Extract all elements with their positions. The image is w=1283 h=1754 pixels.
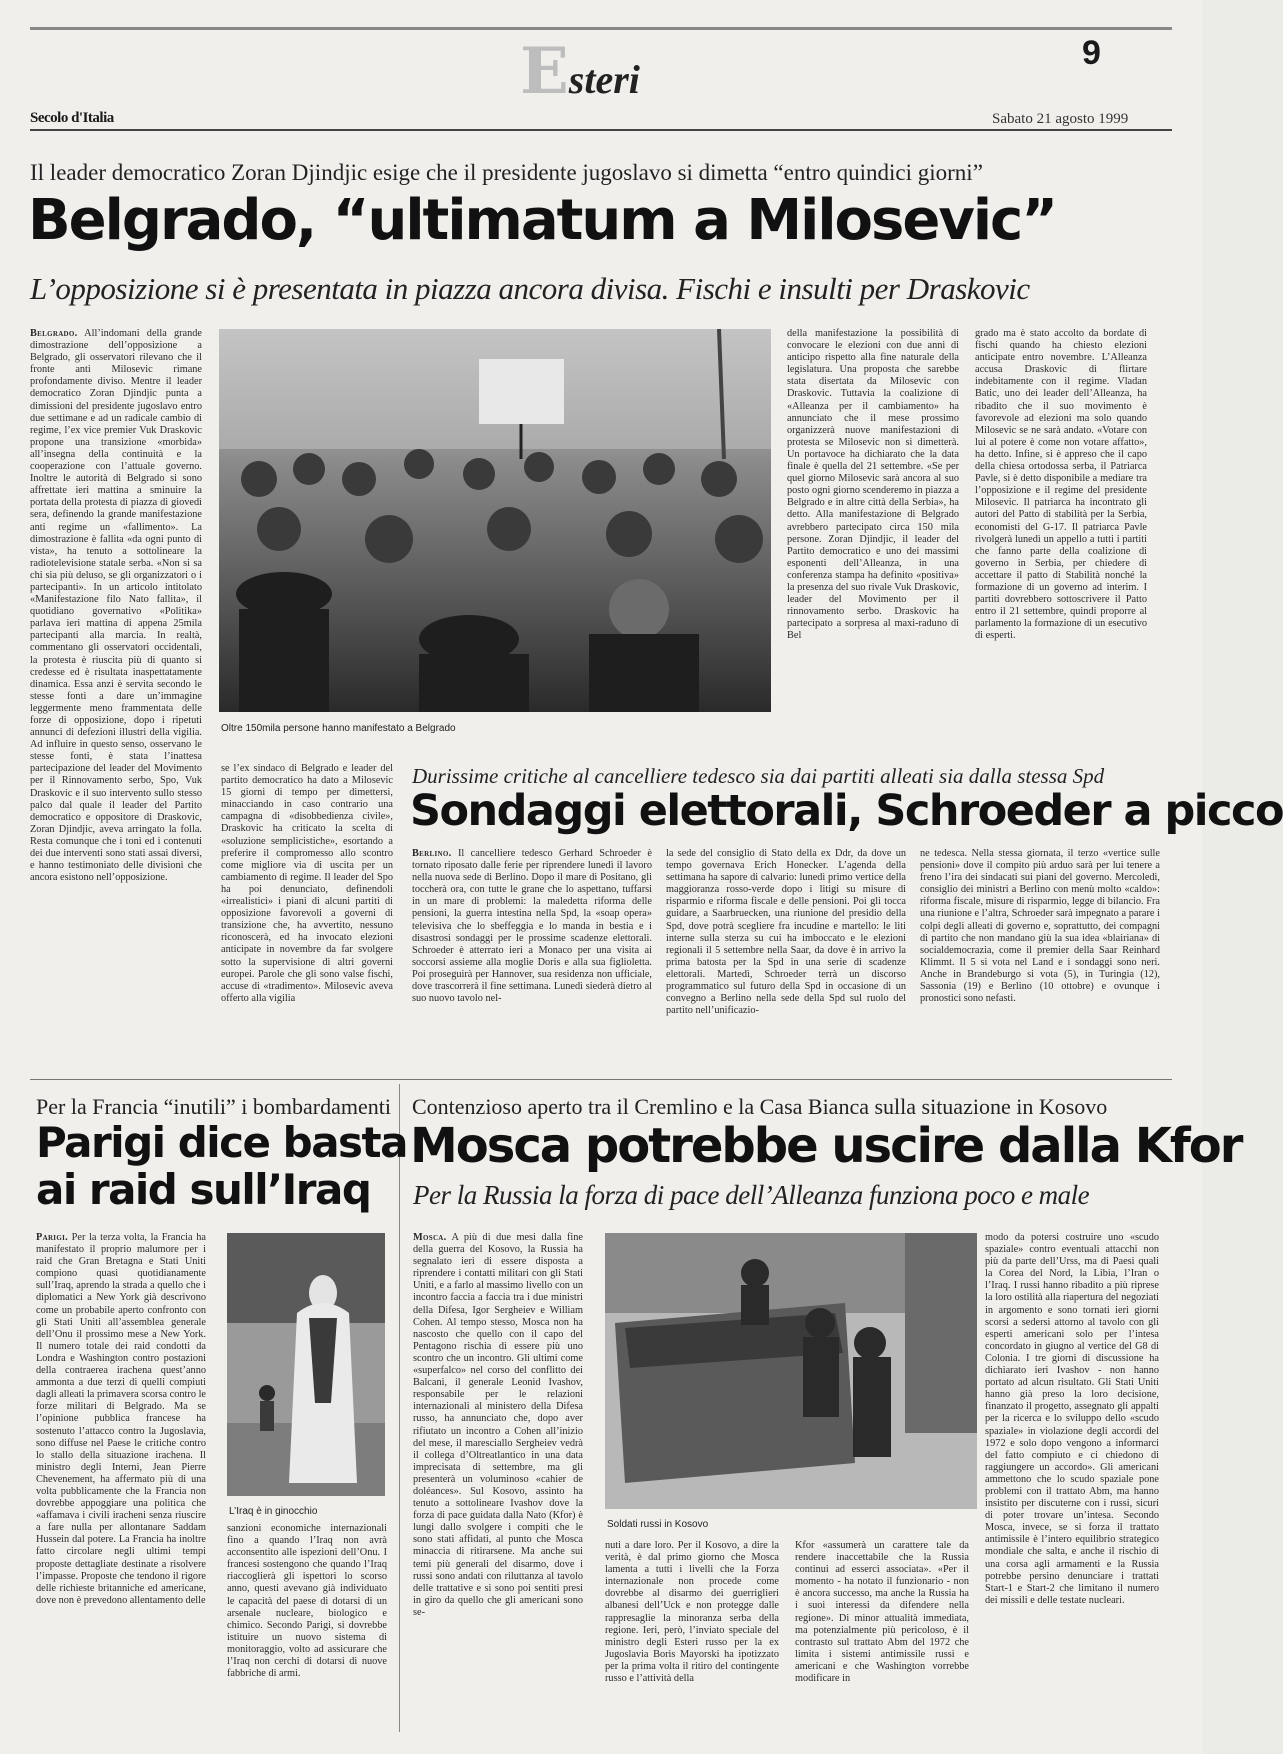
lead-column-4: grado ma è stato accolto da bordate di fischi quando ha chiesto elezioni anticipate entro novembre. L’Alleanza accusa Draskovic di flirtare indebitamente con il regime. Vladan Batic, uno dei leader dell’Alleanza, ha ribadito che il suo movimento è favorevole ad elezioni ma solo quando Milosevic se ne sarà andato. «Votare con lui al potere è come non votare affatto», ha detto. Infine, si è appreso che il capo della chiesa ortodossa serba, il Patriarca Pavle, si è detto disponibile a mediare tra l’opposizione e il regime del presidente Milosevic. Il patriarca ha incontrato gli autori del Patto di stabilità per la Serbia, economisti del G-17. Il patriarca Pavle rivolgerà lunedì un appello a tutti i partiti che fanno parte della coalizione di governo in Serbia, per chiedere di accettare il patto di Stabilità nonché la formazione di un governo ad interim. I partiti dovrebbero sottoscrivere il Patto entro il 21 settembre, quindi proporre al parlamento la formazione di un esecutivo di esperti. <box>975 328 1147 642</box>
section-divider <box>30 1079 1172 1080</box>
parigi-column-1 <box>36 1232 206 1732</box>
column-divider <box>399 1084 400 1732</box>
mosca-column-4: modo da potersi costruire uno «scudo spaziale» contro eventuali attacchi non più da parte dell’Urss, ma di Paesi quali la Corea del Nord, la Libia, l’Iran o l’Iraq. I russi hanno ribadito a più riprese la loro ostilità alla riapertura del negoziati in argomento e sono tornati ieri giorni scorsi a sedersi attorno al tavolo con gli esperti americani solo per l’intesa concordato in giugno al vertice del G8 di Colonia. I tre giorni di discussione ha dichiarato ieri Ivashov - non hanno portato ad alcun risultato. Gli Stati Uniti hanno già preso la loro decisione, finanzato il progetto, assegnato gli appalti per la ricerca e lo sviluppo dello «scudo spaziale» in violazione degli accordi del 1972 e solo dopo vengono a informarci del fatto compiuto e ci chiedono di raggiungere un accordo». Gli americani ammettono che lo scudo spaziale pone problemi con il trattato Abm, ma hanno insistito per discuterne con i russi, sicuri di poter trovare un’intesa. Secondo Mosca, invece, se si forza il trattato antimissile è l’intero equilibrio strategico mondiale che salta, e anche il rischio di una corsa agli armamenti e la Russia potrebbe persino denunciare i trattati Start-1 e Start-2 che limitano il numero dei missili e delle testate nucleari. <box>985 1232 1159 1606</box>
parigi-kicker: Per la Francia “inutili” i bombardamenti <box>36 1094 391 1119</box>
lead-column-3: della manifestazione la possibilità di convocare le elezioni con due anni di anticipo rispetto alla fine naturale della legislatura. Una proposta che sarebbe stata disertata da Milosevic con Draskovic. Tuttavia la coalizione di «Alleanza per il cambiamento» ha annunciato che il mese prossimo organizzerà nuove manifestazioni di protesta se Milosevic non si dimetterà. Un portavoce ha dichiarato che la data finale è quella del 21 settembre. «Se per quel giorno Milosevic sarà ancora al suo posto ogni giorno scenderemo in piazza a Belgrado e in altre città della Serbia», ha detto. Alla manifestazione di Belgrado avrebbero partecipato circa 150 mila persone. Zoran Djindjic, il leader del Partito democratico e uno dei massimi esponenti dell’Alleanza, in una conferenza stampa ha definito «positiva» la presenza del suo rivale Vuk Draskovic, leader del Movimento per il rinnovamento serbo. Draskovic ha partecipato a sorpresa al maxi-raduno di Bel <box>787 328 959 642</box>
lead-photo-caption: Oltre 150mila persone hanno manifestato a Belgrado <box>221 723 456 734</box>
schroeder-headline: Sondaggi elettorali, Schroeder a picco <box>410 786 1283 836</box>
lead-column-1 <box>30 328 202 884</box>
lead-photo <box>219 329 771 712</box>
mosca-column-2: nuti a dare loro. Per il Kosovo, a dire la verità, è dal primo giorno che Mosca lamenta a tutti i livelli che la Forza internazionale non procede come dovrebbe al disarmo dei guerriglieri albanesi dell’Uck e non protegge dalle rappresaglie la minoranza serba della regione. Ieri, però, l’inviato speciale del ministro degli Esteri russo per la ex Jugoslavia Boris Mayorski ha ipotizzato per la prima volta il ritiro del contingente russo e l’attività della <box>605 1540 779 1685</box>
lead-headline: Belgrado, “ultimatum a Milosevic” <box>28 188 1057 253</box>
issue-date: Sabato 21 agosto 1999 <box>992 111 1129 127</box>
schroeder-column-3: ne tedesca. Nella stessa giornata, il terzo «vertice sulle pensioni» dove il compito più arduo sarà per lui tenere a freno l’ira dei sindacati sui piani del governo. Mercoledì, consiglio dei ministri a Berlino con menù molto «caldo»: riforma fiscale, misure di risparmio, legge di bilancio. Fra una riunione e l’altra, Schroeder sarà impegnato a parare i colpi degli alleati di governo e, soprattutto, dei compagni di partito che non mandano giù la sua idea «blairiana» di socialdemocrazia, come il premier della Saar Reinhard Klimmt. Il 5 si vota nel Land e i sondaggi sono neri. Anche in Brandeburgo si vota (5), in Turingia (12), Sassonia (19) e Berlino (10 ottobre) e ovunque i pronostici sono nefasti. <box>920 848 1160 1005</box>
mosca-dateline: Mosca. <box>413 1232 447 1243</box>
schroeder-column-2: la sede del consiglio di Stato della ex Ddr, da dove un tempo governava Erich Honecker. L’agenda della settimana ha sapore di calvario: lunedì primo vertice della maggioranza rosso-verde dopo i litigi su misure di risparmio e riforma fiscale e delle pensioni. Poi gli tocca guidare, a Saarbruecken, una riunione del presidio della Spd, dove potrà scegliere fra incudine e martello: le liti interne sulla sterza su cui ha imboccato e le elezioni regionali il 5 settembre nella Saar, da dove è in arrivo la prima batosta per la Spd in una serie di scadenze elettorali. Martedì, Schroeder terrà un discorso programmatico sul futuro della Spd in occasione di un convegno a Berlino nella sede della Spd sul ruolo del partito nell’unificazio- <box>666 848 906 1017</box>
lead-col1-text: All’indomani della grande dimostrazione dell’opposizione a Belgrado, gli osservatori rilevano che il fronte anti Milosevic rimane profondamente diviso. Mentre il leader democratico Zoran Djindjic punta a dimissioni del presidente jugoslavo entro due settimane e ad un radicale cambio di regime, l’ex vice premier Vuk Draskovic propone una transizione «morbida» all’insegna della continuità e la cooperazione con l’attuale governo. Inoltre le autorità di Belgrado si sono affrettate ieri mattina a sminuire la portata della protesta di piazza di giovedì sera, definendo la grande manifestazione anti regime un «fallimento». La dimostrazione è fallita «da ogni punto di vista», ha tenuto a sottolineare la radiotelevisione statale serba. «Non si sa chi sia più deluso, se gli organizzatori o i partecipanti». In un articolo intitolato «Manifestazione filo Nato fallita», il quotidiano governativo «Politika» parlava ieri mattina di appena 25mila partecipanti alla marcia. In realtà, commentano gli osservatori occidentali, la protesta è riuscita più di quanto si credesse ed è risultata inaspettatamente dinamica. Essa anzi è servita secondo le stesse fonti a dare un’immagine leggermente meno frammentata delle forze di opposizione, dopo i ripetuti annunci di defezioni illustri della vigilia. Ad influire in questo senso, osservano le stesse fonti, è stata l’inattesa partecipazione del leader del Movimento per il Rinnovamento serbo, Spo, Vuk Draskovic e il suo intervento sullo stesso palco dal quale il leader del Partito democratico e oppositore di Draskovic, Zoran Djindjic, aveva arringato la folla. Resta comunque che i toni ed i contenuti dei due interventi sono stati assai diversi, e hanno testimoniato delle divisioni che ancora esistono nell’opposizione. <box>30 328 202 884</box>
section-initial: E <box>520 34 569 109</box>
mosca-column-1 <box>413 1232 583 1732</box>
parigi-photo <box>227 1233 385 1496</box>
schroeder-column-1 <box>412 848 652 1070</box>
parigi-headline-1: Parigi dice basta <box>36 1118 407 1167</box>
schroeder-dateline: Berlino. <box>412 848 452 859</box>
lead-kicker: Il leader democratico Zoran Djindjic esige che il presidente jugoslavo si dimetta “entro quindici giorni” <box>30 160 983 185</box>
mosca-photo-caption: Soldati russi in Kosovo <box>607 1519 709 1530</box>
parigi-col1-text: Per la terza volta, la Francia ha manifestato il proprio malumore per i raid che Gran Bretagna e Stati Uniti compiono quasi quotidianamente sull’Iraq, aprendo la strada a quello che i diplomatici a New York già descrivono come un probabile aperto confronto con gli Stati Uniti all’assemblea generale dell’Onu il prossimo mese a New York. Il numero totale dei raid condotti da Londra e Washington contro postazioni della contraerea irachena quest’anno ammonta a due terzi di quelli compiuti dagli alleati la primavera scorsa contro le forze militari di Belgrado. Ma se l’opinione pubblica francese ha sostenuto l’attacco contro la Jugoslavia, sono diffuse nel Paese le critiche contro lo stallo della situazione irachena. Il ministro degli Interni, Jean Pierre Chevenement, ha affermato più di una volta pubblicamente che la Francia non dovrebbe appoggiare una politica che «affamava i civili iracheni senza riuscire a fare nulla per allontanare Saddam Hussein dal potere. La Francia ha inoltre fatto circolare negli ultimi tempi proposte dettagliate destinate a risolvere l’impasse. Proposte che tendono il rigore delle richieste britanniche ed americane, dove non è prevedono allentamento delle <box>36 1232 206 1606</box>
lead-dateline: Belgrado. <box>30 328 78 339</box>
mosca-headline: Mosca potrebbe uscire dalla Kfor <box>410 1118 1242 1174</box>
section-masthead <box>520 34 640 109</box>
lead-subhead: L’opposizione si è presentata in piazza ancora divisa. Fischi e insulti per Draskovic <box>30 271 1030 306</box>
masthead-rule <box>30 129 1172 131</box>
top-rule <box>30 27 1172 30</box>
page-number: 9 <box>1082 34 1101 72</box>
schroeder-col1-text: Il cancelliere tedesco Gerhard Schroeder è tornato riposato dalle ferie per riprendere lunedì il lavoro nella nuova sede di Berlino. Dopo il mare di Positano, gli toccherà ora, con tutte le grane che lo aspettano, tuffarsi in un mare di problemi: la maledetta riforma delle pensioni, la guerra intestina nella Spd, la «soap opera» televisiva che lo sbeffeggia e lo manda in bestia e i disastrosi sondaggi per le prossime scadenze elettorali. Schroeder è atterrato ieri a Monaco per una visita ai soccorsi assieme alla moglie Doris e alla sua figlioletta. Poi proseguirà per Hannover, sua residenza non ufficiale, dove trascorrerà il fine settimana. Lunedì siederà dietro al suo nuovo tavolo nel- <box>412 848 652 1005</box>
lead-column-1-cont <box>30 773 202 1071</box>
mosca-subhead: Per la Russia la forza di pace dell’Alleanza funziona poco e male <box>413 1180 1090 1210</box>
mosca-photo <box>605 1233 977 1509</box>
mosca-column-3: Kfor «assumerà un carattere tale da rendere inaccettabile che la Russia continui ad esserci associata». «Per il momento - ha notato il funzionario - non è ancora successo, ma anche la Russia ha i suoi interessi da difendere nella regione». Di minor attualità immediata, ma potenzialmente più pericoloso, è il contrasto sul trattato Abm del 1972 che limita i sistemi antimissile russi e americani e che Washington vorrebbe modificare in <box>795 1540 969 1685</box>
lead-column-2: se l’ex sindaco di Belgrado e leader del partito democratico ha dato a Milosevic 15 giorni di tempo per dimettersi, minacciando in caso contrario una campagna di «disobbedienza civile», Draskovic ha criticato la scelta di «soluzione semplicistiche», esortando a preferire il compromesso allo scontro come migliore via di uscita per un cambiamento di regime. Il leader del Spo ha poi denunciato, definendoli «irrealistici» i piani di alcuni partiti di opposizione favorevoli a governi di transizione che, ha avvertito, nessuno riconoscerà, ed ha invocato elezioni anticipate in novembre da far svolgere sotto la supervisione di altri governi europei. Parole che gli sono valse fischi, accuse di «tradimento». Milosevic aveva offerto alla vigilia <box>221 763 393 1004</box>
schroeder-kicker: Durissime critiche al cancelliere tedesco sia dai partiti alleati sia dalla stessa Spd <box>412 764 1105 788</box>
parigi-photo-caption: L’Iraq è in ginocchio <box>229 1506 318 1517</box>
mosca-col1-text: A più di due mesi dalla fine della guerra del Kosovo, la Russia ha segnalato ieri di essere disposta a riprendere i contatti militari con gli Stati Uniti, e a farlo al massimo livello con un incontro faccia a faccia tra i due ministri della Difesa, Igor Sergheiev e William Cohen. Al tempo stesso, Mosca non ha nascosto che quello con il capo del Pentagono rischia di essere più uno scontro che un incontro. Gli ultimi come «superfalco» nel corso del conflitto dei Balcani, il generale Leonid Ivashov, responsabile per le relazioni internazionali al ministero della Difesa russo, ha annunciato che, dopo aver rifiutato un incontro a Cohen all’inizio del mese, il maresciallo Sergheiev vedrà il collega d’Oltreatlantico in una data imprecisata di settembre, ma gli presenterà un voluminoso «cahier de doléances». Sul Kosovo, assinto ha tenuto a sottolineare Ivashov dove la forza di pace guidata dalla Nato (Kfor) è lungi dallo svolgere i compiti che le sono stati affidati, al punto che Mosca minaccia di ritirarsene. Ma anche sui temi più generali del disarmo, dove i russi sono andati con riluttanza al tavolo delle trattative e si sono poi sentiti presi in giro da quello che gli americani sono se- <box>413 1232 583 1618</box>
paper-name: Secolo d'Italia <box>30 110 114 126</box>
parigi-dateline: Parigi. <box>36 1232 68 1243</box>
mosca-kicker: Contenzioso aperto tra il Cremlino e la Casa Bianca sulla situazione in Kosovo <box>412 1094 1108 1119</box>
section-title: steri <box>568 57 640 102</box>
parigi-column-2: sanzioni economiche internazionali fino a quando l’Iraq non avrà acconsentito alle ispezioni dell’Onu. I francesi sostengono che quando l’Iraq riaccoglierà gli ispettori lo scorso anno, questi avevano già individuato le capacità del paese di dotarsi di un arsenale nucleare, biologico e chimico. Secondo Parigi, si dovrebbe istituire un nuovo sistema di monitoraggio, volto ad assicurare che l’Iraq non cerchi di dotarsi di nuove fabbriche di armi. <box>227 1523 387 1680</box>
parigi-headline-2: ai raid sull’Iraq <box>36 1165 371 1214</box>
